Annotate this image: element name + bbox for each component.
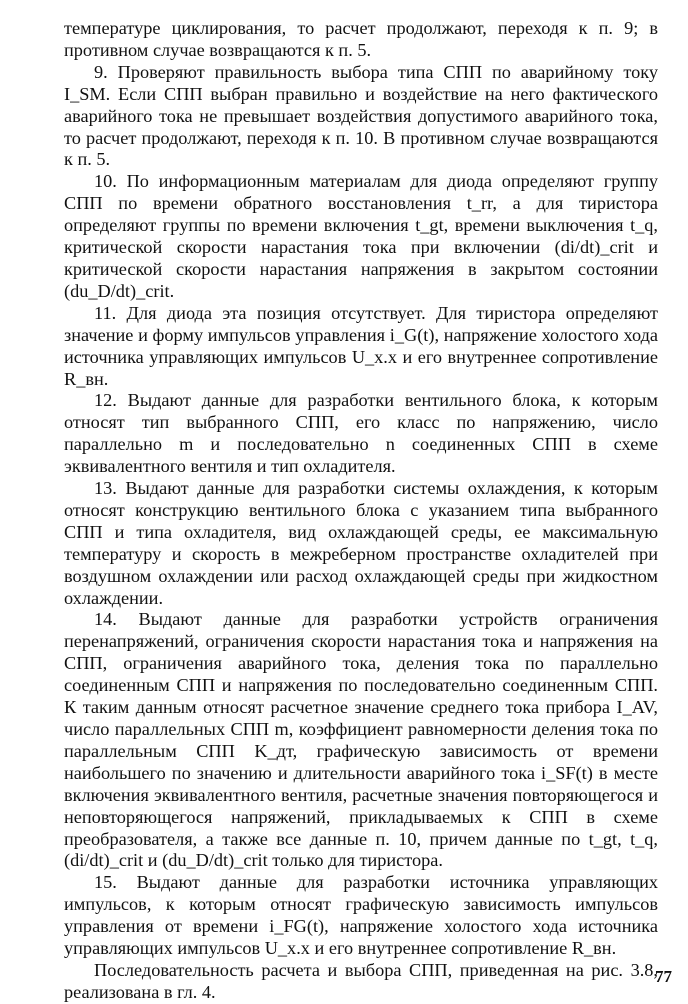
paragraph-item-9: 9. Проверяют правильность выбора типа СПП по аварийному току I_SM. Если СПП выбран правильно и воздействие на него фактического аварийного тока не превышает воздействия допустимого аварийного тока, то расчет продолжают, переходя к п. 10. В противном случае возвращаются к п. 5. [64, 61, 658, 170]
paragraph-item-14: 14. Выдают данные для разработки устройств ограничения перенапряжений, ограничения скорости нарастания тока и напряжения на СПП, ограничения аварийного тока, деления тока по параллельно соединенным СПП и напряжения по последовательно соединенным СПП. К таким данным относят расчетное значение среднего тока прибора I_AV, число параллельных СПП m, коэффициент равномерности деления тока по параллельным СПП K_дт, графическую зависимость от времени наибольшего по значению и длительности аварийного тока i_SF(t) в месте включения эквивалентного вентиля, расчетные значения повторяющегося и неповторяющегося напряжений, прикладываемых к СПП в схеме преобразователя, а также все данные п. 10, причем данные по t_gt, t_q, (di/dt)_crit и (du_D/dt)_crit только для тиристора. [64, 609, 658, 871]
paragraph-item-13: 13. Выдают данные для разработки системы охлаждения, к которым относят конструкцию вентильного блока с указанием типа выбранного СПП и типа охладителя, вид охлаждающей среды, ее максимальную температуру и скорость в межреберном пространстве охладителей при воздушном охлаждении или расход охлаждающей среды при жидкостном охлаждении. [64, 478, 658, 608]
paragraph-closing: Последовательность расчета и выбора СПП, приведенная на рис. 3.8, реализована в гл. 4. [64, 959, 658, 1002]
page-body [64, 18, 658, 1004]
paragraph-continuation: температуре циклирования, то расчет продолжают, переходя к п. 9; в противном случае возвращаются к п. 5. [64, 18, 658, 60]
paragraph-item-10: 10. По информационным материалам для диода определяют группу СПП по времени обратного восстановления t_rr, а для тиристора определяют группы по времени включения t_gt, времени выключения t_q, критической скорости нарастания тока при включении (di/dt)_crit и критической скорости нарастания напряжения в закрытом состоянии (du_D/dt)_crit. [64, 171, 658, 301]
page-number: 77 [655, 967, 672, 986]
paragraph-item-11: 11. Для диода эта позиция отсутствует. Для тиристора определяют значение и форму импульсов управления i_G(t), напряжение холостого хода источника управляющих импульсов U_x.x и его внутреннее сопротивление R_вн. [64, 302, 658, 389]
paragraph-item-12: 12. Выдают данные для разработки вентильного блока, к которым относят тип выбранного СПП, его класс по напряжению, число параллельно m и последовательно n соединенных СПП в схеме эквивалентного вентиля и тип охладителя. [64, 390, 658, 477]
paragraph-item-15: 15. Выдают данные для разработки источника управляющих импульсов, к которым относят графическую зависимость импульсов управления от времени i_FG(t), напряжение холостого хода источника управляющих импульсов U_x.x и его внутреннее сопротивление R_вн. [64, 872, 658, 959]
